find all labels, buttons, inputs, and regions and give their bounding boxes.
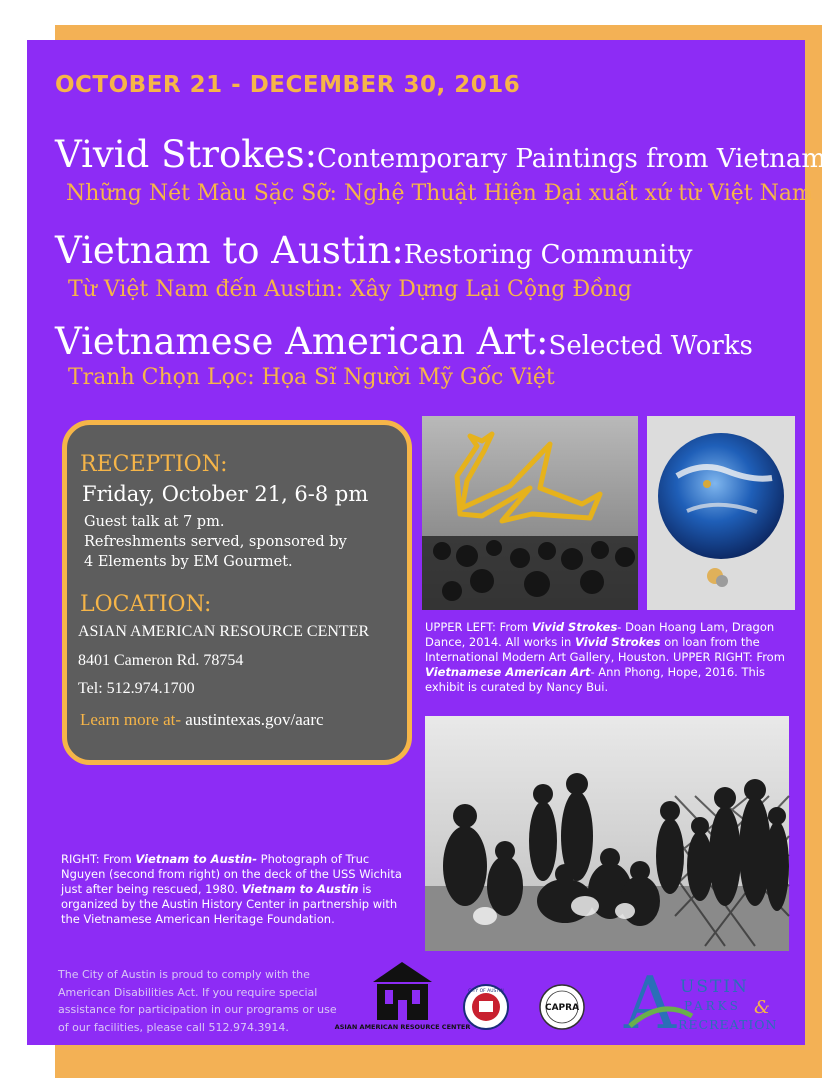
- city-seal-text: CITY OF AUSTIN: [468, 989, 504, 994]
- caption-emphasis: Vivid Strokes: [575, 635, 661, 649]
- reception-details: [84, 512, 394, 572]
- parks-logo-rec: RECREATION: [678, 1017, 778, 1032]
- painting-dragon-dance: [422, 416, 638, 610]
- reception-detail-line: 4 Elements by EM Gourmet.: [84, 554, 293, 570]
- exhibit-subtitle: Selected Works: [548, 331, 753, 361]
- photo-rescue-deck: [425, 716, 789, 951]
- parks-logo-sub: PARKS: [684, 999, 741, 1013]
- learn-more-link[interactable]: austintexas.gov/aarc: [185, 710, 324, 729]
- exhibit-title: Vietnamese American Art:: [55, 320, 549, 363]
- caption-text: - Ann Phong, Hope, 2016. This exhibit is curated by Nancy Bui.: [425, 665, 765, 694]
- learn-more: [80, 710, 324, 730]
- reception-detail-line: Guest talk at 7 pm.: [84, 514, 225, 530]
- aarc-logo-text: ASIAN AMERICAN RESOURCE CENTER: [334, 1023, 471, 1031]
- caption-text: is organized by the Austin History Center in partnership with the Vietnamese American Heritage Foundation.: [61, 882, 398, 926]
- ada-notice: The City of Austin is proud to comply with the American Disabilities Act. If you require special assistance for participation in our programs or use of our facilities, please call 512.974.3914.: [58, 968, 337, 1034]
- parks-logo-letter: A: [624, 961, 676, 1045]
- reception-detail-line: Refreshments served, sponsored by: [84, 534, 347, 550]
- exhibit-title-vietnamese-american-art: [55, 320, 753, 363]
- location-name: ASIAN AMERICAN RESOURCE CENTER: [78, 623, 370, 640]
- exhibit-title-vietnam-to-austin: [55, 229, 692, 272]
- capra-logo: [538, 983, 586, 1031]
- parks-logo-amp: &: [754, 997, 771, 1018]
- painting-hope: [647, 416, 795, 610]
- exhibit-title: Vivid Strokes:: [55, 133, 318, 176]
- exhibit-title-vivid-strokes: [55, 133, 826, 176]
- caption-right: [61, 852, 411, 927]
- exhibit-title: Vietnam to Austin:: [55, 229, 404, 272]
- exhibit-vietnamese-vietnam-to-austin: Từ Việt Nam đến Austin: Xây Dựng Lại Cộng Đồng: [68, 277, 632, 302]
- caption-text: - Doan Hoang Lam, Dragon Dance, 2014. All works in: [425, 620, 775, 649]
- caption-text: on loan from the International Modern Art Gallery, Houston. UPPER RIGHT: From: [425, 635, 785, 664]
- parks-logo-name: USTIN: [680, 977, 749, 997]
- exhibit-subtitle: Restoring Community: [403, 240, 693, 270]
- city-of-austin-seal: [462, 983, 510, 1031]
- exhibit-dates: OCTOBER 21 - DECEMBER 30, 2016: [55, 72, 521, 98]
- caption-text: UPPER LEFT: From: [425, 620, 532, 634]
- reception-heading: RECEPTION:: [80, 452, 228, 477]
- austin-parks-recreation-logo: [622, 958, 778, 1045]
- caption-emphasis: Vietnamese American Art: [425, 665, 591, 679]
- aarc-logo: [334, 960, 471, 1040]
- capra-logo-text: CAPRA: [544, 1003, 580, 1013]
- location-address: 8401 Cameron Rd. 78754: [78, 652, 244, 669]
- caption-emphasis: Vietnam to Austin: [241, 882, 359, 896]
- caption-upper: [425, 620, 795, 695]
- location-phone: Tel: 512.974.1700: [78, 680, 195, 697]
- exhibit-vietnamese-vietnamese-american-art: Tranh Chọn Lọc: Họa Sĩ Người Mỹ Gốc Việt: [68, 365, 555, 390]
- location-heading: LOCATION:: [80, 592, 212, 617]
- caption-text: Photograph of Truc Nguyen (second from right) on the deck of the USS Wichita just after being rescued, 1980.: [61, 852, 402, 896]
- caption-text: RIGHT: From: [61, 852, 136, 866]
- exhibit-subtitle: Contemporary Paintings from Vietnam: [317, 144, 827, 174]
- caption-emphasis: Vivid Strokes: [531, 620, 618, 634]
- caption-emphasis: Vietnam to Austin-: [135, 852, 257, 866]
- learn-more-label: Learn more at-: [80, 710, 181, 729]
- exhibit-vietnamese-vivid-strokes: Những Nét Màu Sặc Sỡ: Nghệ Thuật Hiện Đại xuất xứ từ Việt Nam: [66, 181, 813, 206]
- reception-date: Friday, October 21, 6-8 pm: [82, 482, 369, 506]
